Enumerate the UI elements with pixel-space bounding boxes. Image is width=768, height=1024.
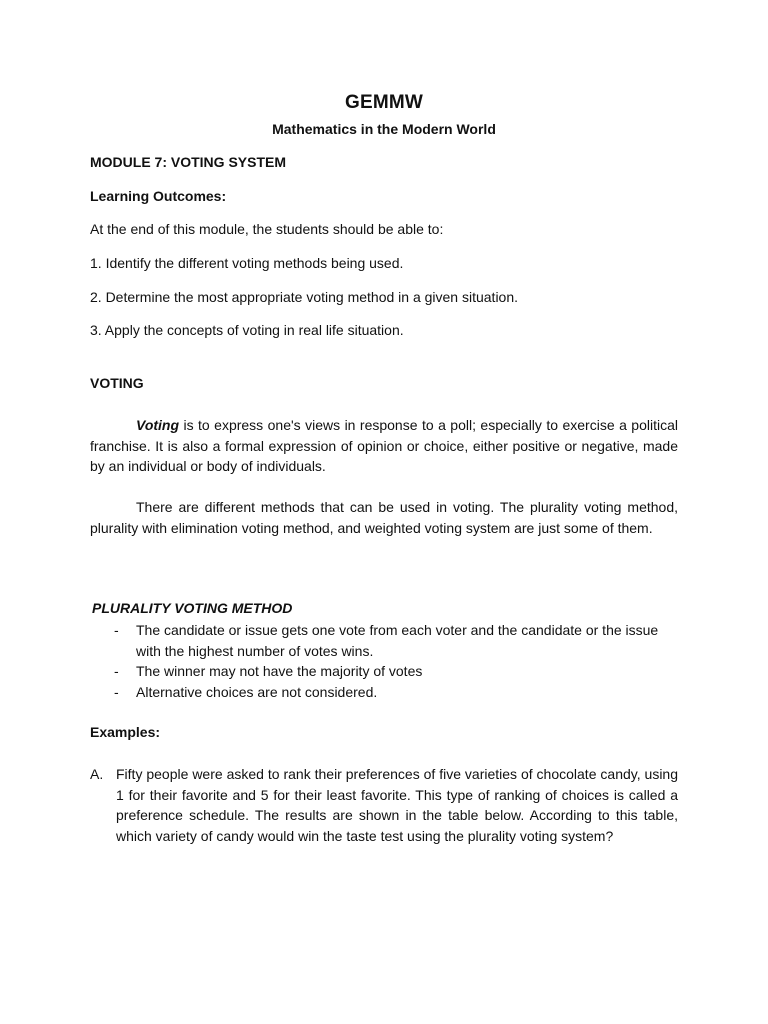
bullet-dash: - [114, 622, 119, 638]
learning-outcomes-heading: Learning Outcomes: [90, 188, 227, 204]
module-heading: MODULE 7: VOTING SYSTEM [90, 154, 287, 170]
example-item [90, 764, 678, 846]
bullet-text: The winner may not have the majority of votes [136, 663, 423, 679]
outcome-item: 3. Apply the concepts of voting in real life situation. [90, 322, 404, 338]
bullet-text: Alternative choices are not considered. [136, 683, 378, 700]
example-text: Fifty people were asked to rank their preferences of five varieties of chocolate candy, using 1 for their favorite and 5 for their least favorite. This type of ranking of choices is called a preference schedule. The results are shown in the table below. According to this table, which variety of candy would win the taste test using the plurality voting system? [116, 766, 678, 844]
plurality-heading: PLURALITY VOTING METHOD [92, 600, 293, 616]
document-subtitle: Mathematics in the Modern World [272, 121, 496, 137]
plurality-bullet-list [114, 620, 678, 702]
voting-term: Voting [136, 417, 180, 433]
list-item [114, 620, 678, 661]
document-page [90, 0, 678, 1024]
outcomes-intro: At the end of this module, the students should be able to: [90, 221, 444, 237]
voting-methods-paragraph: There are different methods that can be used in voting. The plurality voting method, plurality with elimination voting method, and weighted voting system are just some of them. [90, 499, 678, 536]
list-item [114, 661, 678, 682]
outcome-item: 1. Identify the different voting methods being used. [90, 255, 404, 271]
examples-heading: Examples: [90, 724, 161, 740]
voting-heading: VOTING [90, 375, 144, 391]
list-item [114, 682, 678, 703]
voting-definition-text: is to express one's views in response to a poll; especially to exercise a political franchise. It is also a formal expression of opinion or choice, either positive or negative, made by an individual or body of individuals. [90, 417, 678, 474]
outcome-item: 2. Determine the most appropriate voting method in a given situation. [90, 289, 519, 305]
voting-definition-paragraph [90, 415, 678, 477]
bullet-dash: - [114, 663, 119, 679]
document-title: GEMMW [344, 92, 424, 113]
bullet-text: The candidate or issue gets one vote from each voter and the candidate or the issue with the highest number of votes wins. [136, 622, 659, 659]
example-marker: A. [90, 766, 104, 782]
bullet-dash: - [114, 683, 119, 700]
